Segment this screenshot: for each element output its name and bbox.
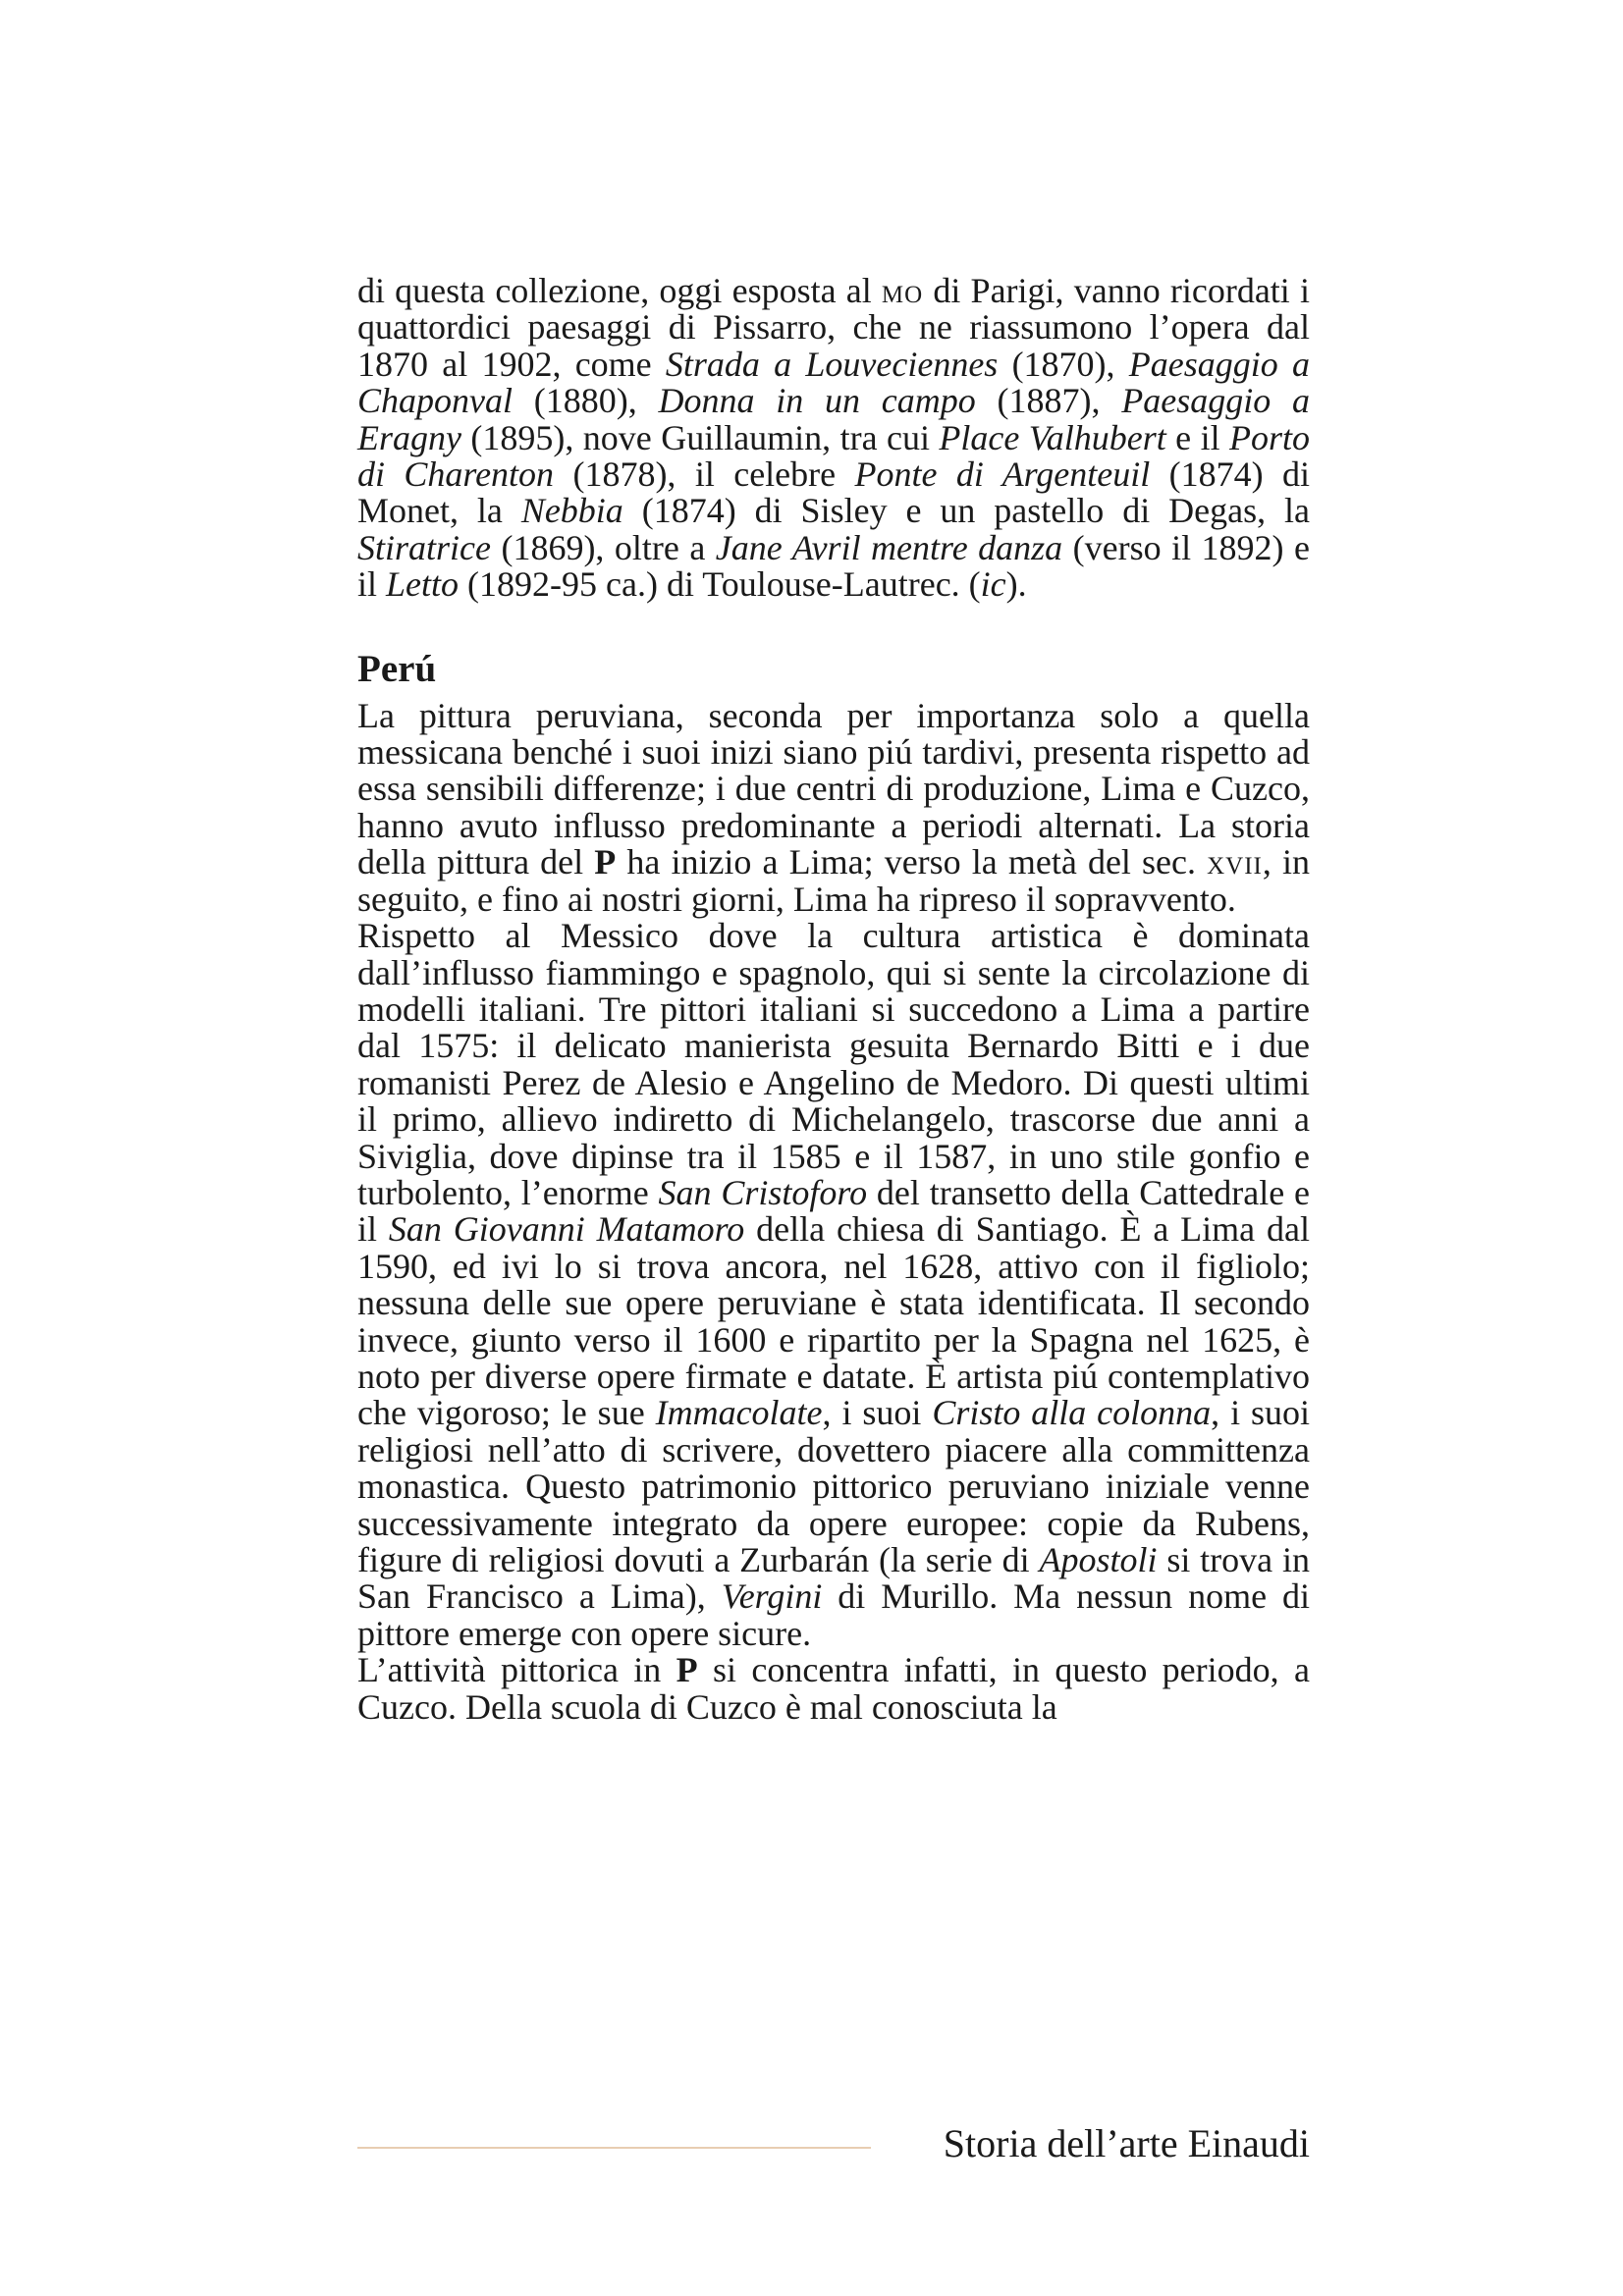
italic-title-run: Nebbia: [520, 491, 623, 531]
text-run: della chiesa di Santiago. È a Lima dal 1590, ed ivi lo si trova ancora, nel 1628, attivo con il figliolo; nessuna delle sue opere peruviane è stata identificata. Il secondo invece, giunto verso il 1600 e ripartito per la Spagna nel 1625, è noto per diverse opere firmate e datate. È artista piú contemplativo che vigoroso; le sue: [357, 1209, 1310, 1433]
text-run: di Parigi, vanno ricordati i quattordici paesaggi di Pissarro, che ne riassumono l’opera dal 1870 al 1902, come: [357, 271, 1310, 384]
text-run: , i suoi religiosi nell’atto di scrivere, dovettero piacere alla committenza monastica. Questo patrimonio pittorico peruviano iniziale venne successivamente integrato da opere europee: copie da Rubens, figure di religiosi dovuti a Zurbarán (la serie di: [357, 1393, 1311, 1579]
text-run: La pittura peruviana, seconda per importanza solo a quella messicana benché i suoi inizi siano piú tardivi, presenta rispetto ad essa sensibili differenze; i due centri di produzione, Lima e Cuzco, hanno avuto influsso predominante a periodi alternati. La storia della pittura del: [357, 695, 1310, 882]
footer-publication-title: Storia dell’arte Einaudi: [943, 2121, 1310, 2165]
italic-title-run: Stiratrice: [357, 527, 491, 567]
text-run: L’attività pittorica in: [357, 1650, 676, 1690]
small-caps-run: mo: [881, 271, 924, 310]
text-run: (1892-95 ca.) di Toulouse-Lautrec. (: [459, 564, 981, 605]
text-run: Rispetto al Messico dove la cultura artistica è dominata dall’influsso fiammingo e spagnolo, qui si sente la circolazione di modelli italiani. Tre pittori italiani si succedono a Lima a partire dal 1575: il delicato manierista gesuita Bernardo Bitti e i due romanisti Perez de Alesio e Angelino de Medoro. Di questi ultimi il primo, allievo indiretto di Michelangelo, trascorse due anni a Siviglia, dove dipinse tra il 1585 e il 1587, in uno stile gonfio e turbolento, l’enorme: [357, 916, 1310, 1212]
text-run: di questa collezione, oggi esposta al: [357, 271, 882, 310]
italic-title-run: Place Valhubert: [939, 417, 1166, 457]
italic-title-run: Immacolate: [655, 1393, 823, 1433]
italic-title-run: Strada a Louveciennes: [665, 344, 999, 384]
text-run: (1874) di Sisley e un pastello di Degas, la: [622, 491, 1310, 531]
italic-title-run: Vergini: [721, 1576, 823, 1617]
text-run: (1869), oltre a: [490, 527, 716, 567]
text-run: (1878), il celebre: [554, 454, 855, 495]
text-run: (1880),: [513, 381, 659, 421]
italic-title-run: Apostoli: [1039, 1540, 1158, 1579]
text-run: si concentra infatti, in questo periodo, a Cuzco. Della scuola di Cuzco è mal conosciuta la: [357, 1650, 1310, 1727]
body-paragraph: [357, 695, 1311, 919]
bold-abbreviation-run: P: [594, 842, 617, 882]
text-run: , in seguito, e fino ai nostri giorni, Lima ha ripreso il sopravvento.: [357, 842, 1311, 919]
text-run: (1895), nove Guillaumin, tra cui: [460, 417, 940, 457]
italic-title-run: Jane Avril mentre danza: [715, 527, 1063, 567]
main-text-column: [357, 273, 1310, 1726]
text-run: ha inizio a Lima; verso la metà del sec.: [616, 842, 1208, 882]
text-run: (1874) di Monet, la: [357, 454, 1311, 531]
bold-abbreviation-run: P: [676, 1650, 698, 1690]
text-run: (1870),: [998, 344, 1129, 384]
text-run: e il: [1165, 417, 1229, 457]
body-paragraph: [357, 1652, 1310, 1726]
italic-title-run: Letto: [386, 564, 460, 605]
body-paragraph: [357, 918, 1310, 1652]
italic-title-run: Paesaggio a Chaponval: [357, 344, 1310, 421]
text-run: si trova in San Francisco a Lima),: [357, 1540, 1311, 1617]
small-caps-run: xvii: [1207, 842, 1263, 882]
body-paragraph: [357, 273, 1310, 604]
italic-title-run: Porto di Charenton: [357, 417, 1310, 495]
text-run: (verso il 1892) e il: [357, 527, 1310, 605]
italic-title-run: Cristo alla colonna: [932, 1393, 1212, 1433]
text-run: del transetto della Cattedrale e il: [357, 1172, 1310, 1250]
italic-title-run: San Cristoforo: [658, 1172, 868, 1212]
text-run: (1887),: [975, 381, 1122, 421]
italic-title-run: Paesaggio a Eragny: [357, 381, 1310, 457]
italic-title-run: San Giovanni Matamoro: [388, 1209, 745, 1250]
text-run: di Murillo. Ma nessun nome di pittore emerge con opere sicure.: [357, 1576, 1310, 1653]
text-run: , i suoi: [822, 1393, 933, 1433]
footer-rule: [357, 2147, 871, 2149]
text-run: ).: [1005, 564, 1027, 605]
italic-title-run: Donna in un campo: [658, 381, 976, 421]
section-heading: Perú: [357, 647, 437, 690]
italic-title-run: ic: [980, 564, 1006, 605]
italic-title-run: Ponte di Argenteuil: [854, 454, 1151, 495]
